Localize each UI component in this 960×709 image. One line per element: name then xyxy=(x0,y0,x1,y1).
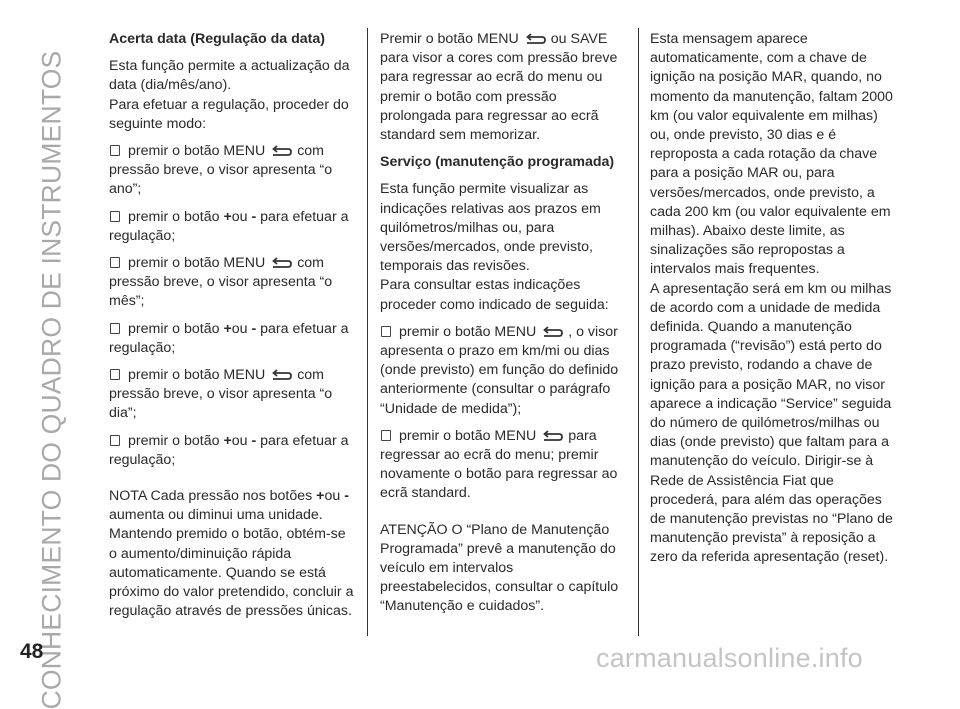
column-divider xyxy=(638,28,639,636)
list-item: premir o botão MENU para regressar ao ecrã do menu; premir novamente o botão para regressar ao ecrã standard. xyxy=(380,427,618,502)
paragraph: Esta mensagem aparece automaticamente, com a chave de ignição na posição MAR, quando, no momento da manutenção, faltam 2000 km (ou valor equivalente em milhas) ou, onde previsto, 30 dias e é reproposta a cada rotação da chave para a posição MAR ou, para versões/mercados, onde previsto, a cada 200 km (ou valor equivalente em milhas). Abaixo deste limite, as sinalizações são repropostas a intervalos mais frequentes. xyxy=(650,31,893,278)
menu-return-arrow-icon xyxy=(542,326,564,338)
watermark-text: carmanualsonline.info xyxy=(596,643,863,673)
paragraph: Premir o botão MENU ou SAVE para visor a cores com pressão breve para regressar ao ecrã do menu ou premir o botão com pressão prolongada para regressar ao ecrã standard sem memorizar. xyxy=(380,31,618,144)
section-heading-service: Serviço (manutenção programada) xyxy=(380,154,615,171)
list-item: premir o botão MENU com pressão breve, o visor apresenta “o mês”; xyxy=(109,255,333,310)
list-item: premir o botão MENU com pressão breve, o visor apresenta “o dia”; xyxy=(109,367,333,422)
page-number: 48 xyxy=(20,640,44,663)
paragraph: Esta função permite visualizar as indicações relativas aos prazos em quilómetros/milhas ou, para versões/mercados, onde previsto, temporais das revisões. xyxy=(380,181,601,275)
list-item: premir o botão +ou - para efetuar a regulação; xyxy=(109,432,349,468)
menu-return-arrow-icon xyxy=(525,33,547,45)
list-item: premir o botão +ou - para efetuar a regulação; xyxy=(109,320,349,356)
paragraph: Para consultar estas indicações proceder como indicado de seguida: xyxy=(380,277,609,313)
list-item: premir o botão MENU com pressão breve, o visor apresenta “o ano”; xyxy=(109,143,333,198)
menu-return-arrow-icon xyxy=(271,145,293,157)
paragraph: Para efetuar a regulação, proceder do seguinte modo: xyxy=(109,96,349,132)
list-item: premir o botão MENU , o visor apresenta o prazo em km/mi ou dias (onde previsto) em função do definido anteriormente (consultar o parágrafo “Unidade de medida”); xyxy=(380,323,619,417)
square-bullet-icon xyxy=(110,369,120,380)
attention-paragraph: ATENÇÃO O “Plano de Manutenção Programada” prevê a manutenção do veículo em intervalos preestabelecidos, consultar o capítulo “Manutenção e cuidados”. xyxy=(380,521,619,615)
menu-return-arrow-icon xyxy=(271,369,293,381)
paragraph: A apresentação será em km ou milhas de acordo com a unidade de medida definida. Quando a manutenção programada (“revisão”) está perto do prazo previsto, rodando a chave de ignição para a posição MAR, no visor aparece a indicação “Service” seguida do número de quilómetros/milhas ou dias (onde previsto) que faltam para a manutenção do veículo. Dirigir-se à Rede de Assistência Fiat que procederá, para além das operações de manutenção previstas no “Plano de manutenção prevista” à reposição a zero da referida apresentação (reset). xyxy=(650,280,893,566)
section-heading-date: Acerta data (Regulação da data) xyxy=(109,31,326,47)
menu-return-arrow-icon xyxy=(271,257,293,269)
square-bullet-icon xyxy=(110,145,120,156)
note-paragraph: NOTA Cada pressão nos botões +ou - aumenta ou diminui uma unidade. Mantendo premido o botão, obtém-se o aumento/diminuição rápida automaticamente. Quando se está próximo do valor pretendido, concluir a regulação através de pressões únicas. xyxy=(109,488,354,620)
square-bullet-icon xyxy=(381,326,391,337)
square-bullet-icon xyxy=(110,435,120,446)
column-divider xyxy=(367,28,368,636)
column-3 xyxy=(650,30,900,576)
chapter-side-title: CONHECIMENTO DO QUADRO DE INSTRUMENTOS xyxy=(36,50,67,709)
column-2 xyxy=(380,30,624,625)
column-1 xyxy=(109,30,357,629)
square-bullet-icon xyxy=(110,323,120,334)
list-item: premir o botão +ou - para efetuar a regulação; xyxy=(109,208,349,244)
menu-return-arrow-icon xyxy=(542,430,564,442)
square-bullet-icon xyxy=(110,211,120,222)
paragraph: Esta função permite a actualização da data (dia/mês/ano). xyxy=(109,58,350,94)
square-bullet-icon xyxy=(110,257,120,268)
square-bullet-icon xyxy=(381,430,391,441)
